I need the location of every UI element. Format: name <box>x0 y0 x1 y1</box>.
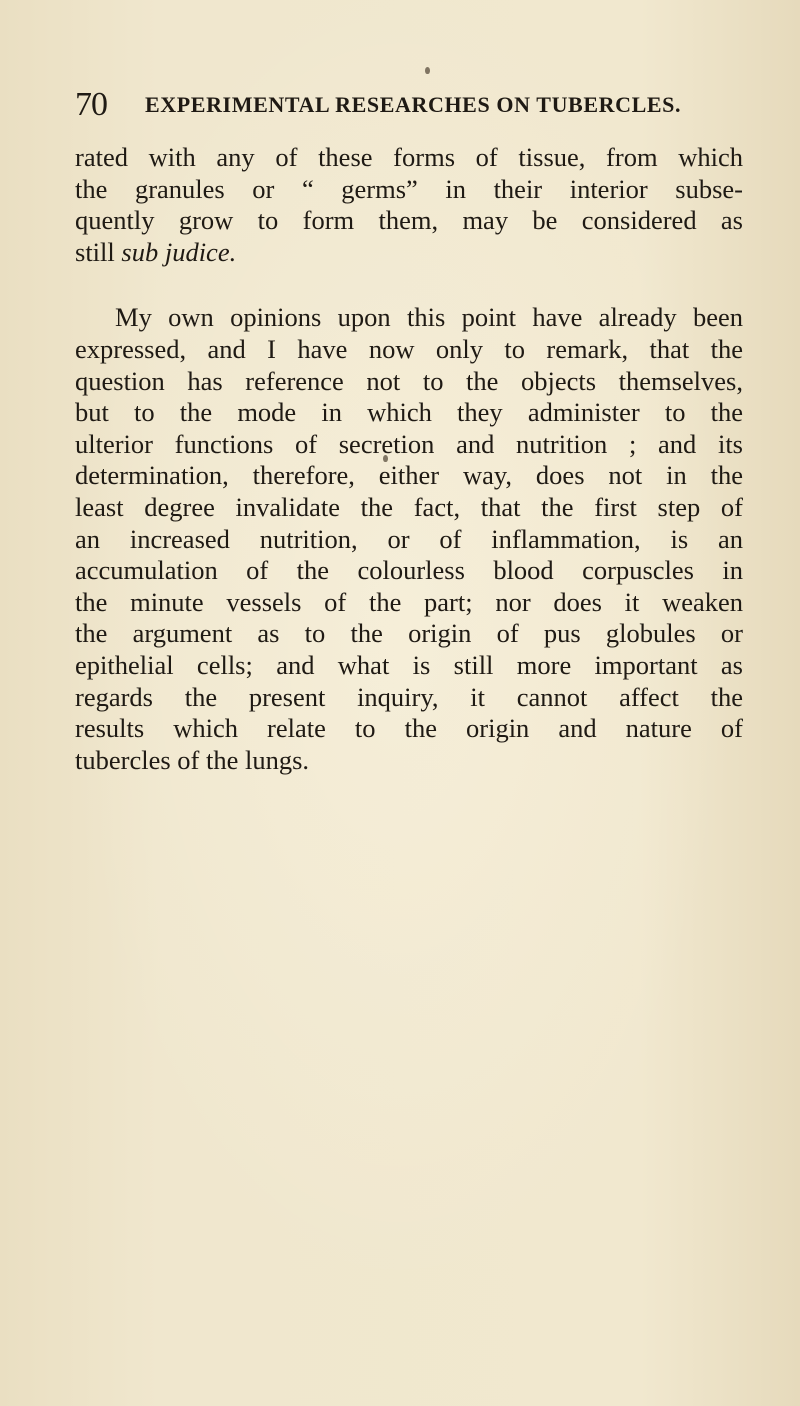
paragraph-gap <box>75 268 743 302</box>
text-line: an increased nutrition, or of inflammation, is an <box>75 523 743 554</box>
ink-speck <box>425 67 430 74</box>
text-line: expressed, and I have now only to remark, that the <box>75 333 743 364</box>
text-line: the argument as to the origin of pus globules or <box>75 618 743 649</box>
text-line: My own opinions upon this point have already been <box>115 302 743 333</box>
running-title: EXPERIMENTAL RESEARCHES ON TUBERCLES. <box>145 92 682 117</box>
text-line: tubercles of the lungs. <box>75 744 310 775</box>
text-line: the minute vessels of the part; nor does it weaken <box>75 586 743 617</box>
text-line: rated with any of these forms of tissue, from which <box>75 142 743 172</box>
text-line: quently grow to form them, may be considered as <box>75 205 743 236</box>
page-header <box>75 88 715 128</box>
text-line: question has reference not to the objects themselves, <box>75 365 743 396</box>
text-line: ulterior functions of secretion and nutrition ; and its <box>75 428 743 459</box>
paragraph-1 <box>75 142 743 268</box>
text-line: accumulation of the colourless blood corpuscles in <box>75 555 743 586</box>
text-line: results which relate to the origin and nature of <box>75 713 743 744</box>
text-line: but to the mode in which they administer to the <box>75 397 743 428</box>
text-line: regards the present inquiry, it cannot affect the <box>75 681 743 712</box>
page-number: 70 <box>75 86 107 123</box>
text-line <box>75 237 743 269</box>
italic-phrase: sub judice. <box>121 236 237 267</box>
text-line: epithelial cells; and what is still more important as <box>75 649 743 680</box>
paragraph-2 <box>75 302 743 776</box>
text-line: determination, therefore, either way, does not in the <box>75 460 743 491</box>
page-text <box>75 142 743 776</box>
text-fragment: still <box>75 236 122 267</box>
text-line: the granules or “ germs” in their interior subse- <box>75 173 743 204</box>
text-line: least degree invalidate the fact, that the first step of <box>75 491 743 522</box>
